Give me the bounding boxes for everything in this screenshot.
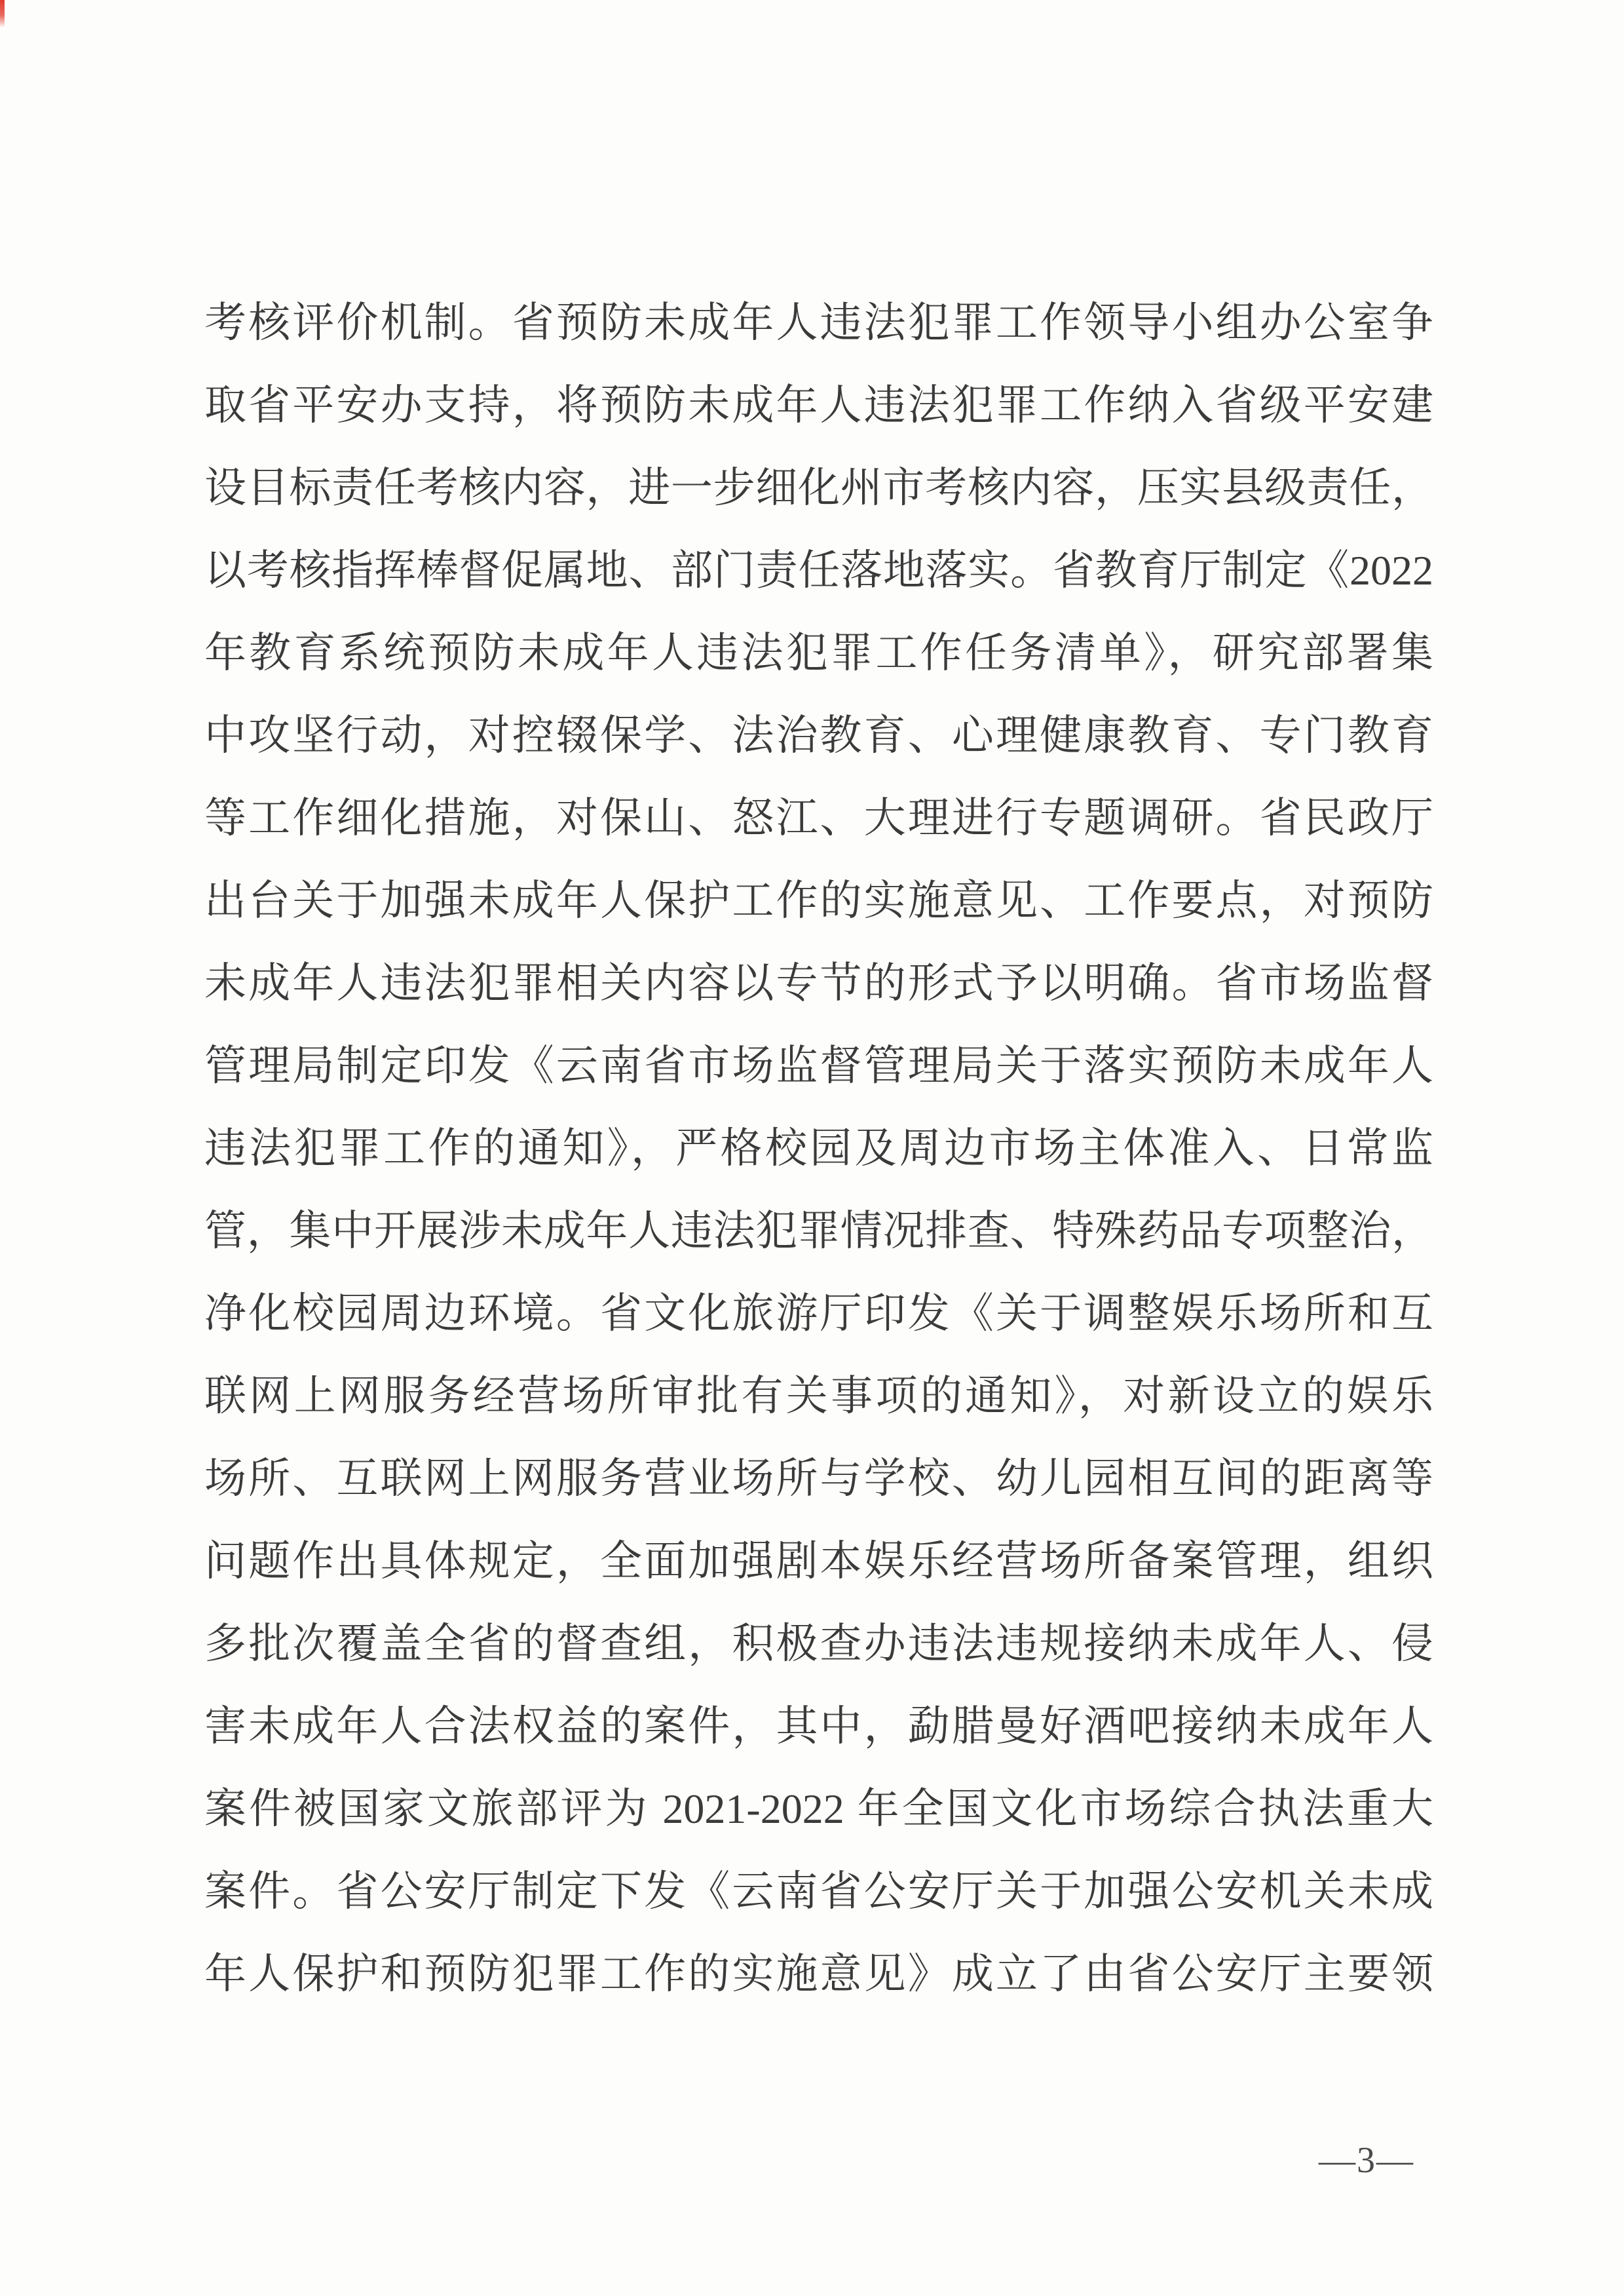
- paragraph-line: 等工作细化措施，对保山、怒江、大理进行专题调研。省民政厅: [204, 795, 1433, 841]
- paragraph-line: 考核评价机制。省预防未成年人违法犯罪工作领导小组办公室争: [204, 299, 1433, 346]
- paragraph-line: 违法犯罪工作的通知》，严格校园及周边市场主体准入、日常监: [204, 1125, 1433, 1172]
- scan-artifact-mark: [0, 0, 5, 28]
- paragraph-line: 联网上网服务经营场所审批有关事项的通知》，对新设立的娱乐: [204, 1373, 1433, 1419]
- paragraph-line: 管理局制定印发《云南省市场监督管理局关于落实预防未成年人: [204, 1043, 1433, 1089]
- paragraph-line: 净化校园周边环境。省文化旅游厅印发《关于调整娱乐场所和互: [204, 1290, 1433, 1337]
- page-number: —3—: [1319, 2140, 1414, 2181]
- paragraph-line: 场所、互联网上网服务营业场所与学校、幼儿园相互间的距离等: [204, 1455, 1433, 1502]
- paragraph-line: 管，集中开展涉未成年人违法犯罪情况排查、特殊药品专项整治，: [204, 1208, 1433, 1254]
- paragraph-line: 取省平安办支持，将预防未成年人违法犯罪工作纳入省级平安建: [204, 382, 1433, 429]
- paragraph-line: 案件被国家文旅部评为 2021-2022 年全国文化市场综合执法重大: [204, 1786, 1433, 1832]
- paragraph-line: 年人保护和预防犯罪工作的实施意见》成立了由省公安厅主要领: [204, 1951, 1433, 1997]
- paragraph-line: 多批次覆盖全省的督查组，积极查办违法违规接纳未成年人、侵: [204, 1620, 1433, 1667]
- paragraph-line: 中攻坚行动，对控辍保学、法治教育、心理健康教育、专门教育: [204, 712, 1433, 759]
- paragraph-line: 问题作出具体规定，全面加强剧本娱乐经营场所备案管理，组织: [204, 1538, 1433, 1584]
- paragraph-line: 以考核指挥棒督促属地、部门责任落地落实。省教育厅制定《2022: [204, 547, 1433, 594]
- paragraph-line: 案件。省公安厅制定下发《云南省公安厅关于加强公安机关未成: [204, 1868, 1433, 1915]
- paragraph-line: 设目标责任考核内容，进一步细化州市考核内容，压实县级责任，: [204, 465, 1433, 511]
- paragraph-line: 未成年人违法犯罪相关内容以专节的形式予以明确。省市场监督: [204, 960, 1433, 1006]
- paragraph-line: 害未成年人合法权益的案件，其中，勐腊曼好酒吧接纳未成年人: [204, 1703, 1433, 1750]
- body-text-block: [204, 282, 1433, 2016]
- paragraph-line: 出台关于加强未成年人保护工作的实施意见、工作要点，对预防: [204, 877, 1433, 924]
- paragraph-line: 年教育系统预防未成年人违法犯罪工作任务清单》，研究部署集: [204, 630, 1433, 676]
